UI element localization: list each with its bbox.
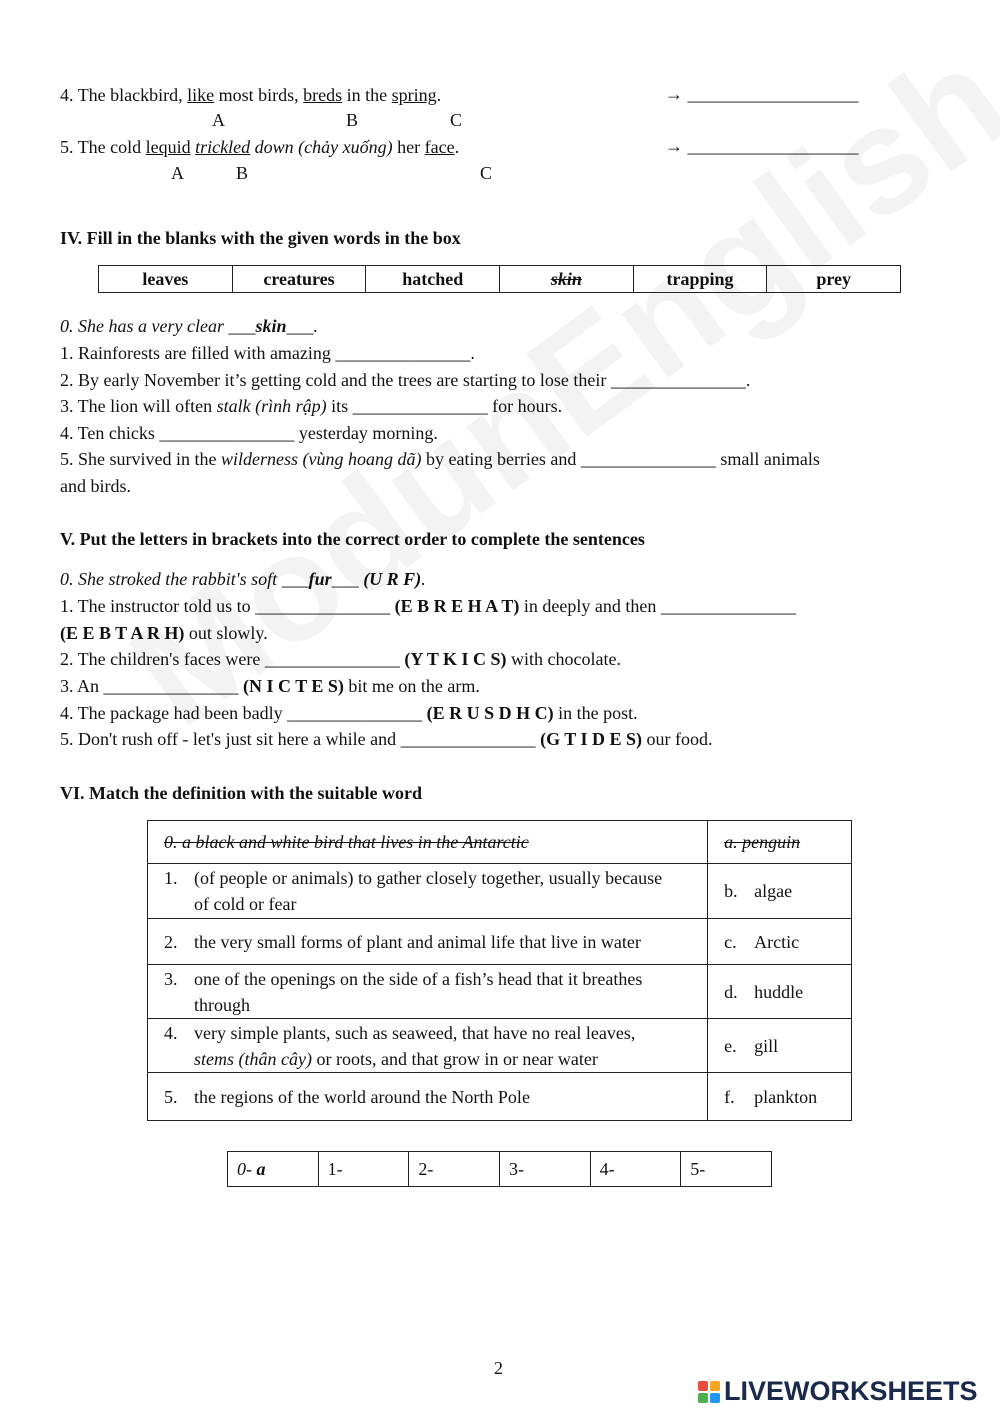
- match-table: [147, 820, 852, 1121]
- word-box-item: trapping: [633, 266, 767, 293]
- section-v-sentence-5[interactable]: 5. Don't rush off - let's just sit here a while and _______________ (G T I D E S) our food.: [60, 729, 713, 749]
- answer-cell-3[interactable]: 3-: [499, 1152, 590, 1187]
- section-iv-example: 0. She has a very clear ___skin___.: [60, 316, 318, 336]
- q3-item-5-answer-line[interactable]: → ___________________: [665, 136, 859, 156]
- section-iv-sentence-5[interactable]: 5. She survived in the wilderness (vùng hoang dã) by eating berries and _______________ small animals: [60, 449, 820, 469]
- word-box-item: creatures: [232, 266, 366, 293]
- answer-cell-1[interactable]: 1-: [318, 1152, 409, 1187]
- arrow-icon: →: [665, 136, 683, 156]
- definition-text: one of the openings on the side of a fish’s head that it breathes through: [194, 968, 643, 1015]
- section-iv-sentence-2[interactable]: 2. By early November it’s getting cold and the trees are starting to lose their _______________.: [60, 370, 751, 390]
- word-box-item: hatched: [366, 266, 500, 293]
- section-iv-sentence-5-cont: and birds.: [60, 476, 131, 496]
- match-row-example: [148, 821, 852, 864]
- liveworksheets-logo[interactable]: [698, 1376, 978, 1407]
- liveworksheets-logo-icon: [698, 1381, 720, 1403]
- section-v-sentence-2[interactable]: 2. The children's faces were _______________ (Y T K I C S) with chocolate.: [60, 649, 621, 669]
- example-word: a. penguin: [708, 821, 852, 864]
- section-vi-heading: VI. Match the definition with the suitable word: [60, 783, 423, 803]
- match-row: 3. one of the openings on the side of a fish’s head that it breathes through d. huddle: [148, 965, 852, 1019]
- q3-item-4-answer-line[interactable]: → ___________________: [665, 84, 859, 104]
- section-v-example: 0. She stroked the rabbit's soft ___fur___ (U R F).: [60, 569, 426, 589]
- section-v-sentence-1[interactable]: 1. The instructor told us to _______________ (E B R E H A T) in deeply and then _______________: [60, 596, 796, 616]
- word-cell: c. Arctic: [708, 919, 852, 965]
- section-v-sentence-3[interactable]: 3. An _______________ (N I C T E S) bit me on the arm.: [60, 676, 480, 696]
- word-cell: e. gill: [708, 1019, 852, 1073]
- answer-cell-5[interactable]: 5-: [681, 1152, 772, 1187]
- q3-item-4: 4. The blackbird, like most birds, breds in the spring.: [60, 85, 442, 105]
- definition-text: very simple plants, such as seaweed, that have no real leaves, stems (thân cây) or roots, and that grow in or near water: [194, 1022, 636, 1069]
- word-cell: f. plankton: [708, 1073, 852, 1121]
- label-b: B: [236, 163, 249, 183]
- label-c: C: [480, 163, 493, 183]
- label-a: A: [212, 110, 225, 130]
- match-row: 1. (of people or animals) to gather closely together, usually because of cold or fear b. algae: [148, 864, 852, 919]
- label-a: A: [171, 163, 184, 183]
- definition-text: (of people or animals) to gather closely together, usually because of cold or fear: [194, 868, 663, 914]
- section-iv-sentence-1[interactable]: 1. Rainforests are filled with amazing _______________.: [60, 343, 475, 363]
- section-iv-heading: IV. Fill in the blanks with the given words in the box: [60, 228, 461, 248]
- word-box: [98, 265, 901, 293]
- match-row: 5. the regions of the world around the North Pole f. plankton: [148, 1073, 852, 1121]
- definition-text: the very small forms of plant and animal life that live in water: [194, 931, 641, 952]
- q3-item-5: 5. The cold lequid trickled down (chảy xuống) her face.: [60, 137, 460, 157]
- page-number: 2: [494, 1358, 503, 1378]
- definition-text: the regions of the world around the North Pole: [194, 1086, 530, 1107]
- answer-cell-example: 0- a: [228, 1152, 319, 1187]
- match-row: 4. very simple plants, such as seaweed, that have no real leaves, stems (thân cây) or roots, and that grow in or near water e. gill: [148, 1019, 852, 1073]
- word-box-item: skin: [500, 266, 634, 293]
- section-v-heading: V. Put the letters in brackets into the correct order to complete the sentences: [60, 529, 645, 549]
- answer-grid: [227, 1151, 772, 1187]
- section-v-sentence-1-cont: (E E B T A R H) out slowly.: [60, 623, 268, 643]
- section-iv-sentence-3[interactable]: 3. The lion will often stalk (rình rập) its _______________ for hours.: [60, 396, 563, 416]
- word-cell: b. algae: [708, 864, 852, 919]
- word-box-item: leaves: [99, 266, 233, 293]
- section-v-sentence-4[interactable]: 4. The package had been badly _______________ (E R U S D H C) in the post.: [60, 703, 638, 723]
- word-cell: d. huddle: [708, 965, 852, 1019]
- section-iv-sentence-4[interactable]: 4. Ten chicks _______________ yesterday morning.: [60, 423, 438, 443]
- label-c: C: [450, 110, 463, 130]
- arrow-icon: →: [665, 84, 683, 104]
- example-definition: 0. a black and white bird that lives in the Antarctic: [148, 821, 708, 864]
- match-row: 2. the very small forms of plant and animal life that live in water c. Arctic: [148, 919, 852, 965]
- answer-cell-2[interactable]: 2-: [409, 1152, 500, 1187]
- word-box-item: prey: [767, 266, 901, 293]
- label-b: B: [346, 110, 359, 130]
- answer-cell-4[interactable]: 4-: [590, 1152, 681, 1187]
- liveworksheets-logo-text: LIVEWORKSHEETS: [724, 1376, 978, 1406]
